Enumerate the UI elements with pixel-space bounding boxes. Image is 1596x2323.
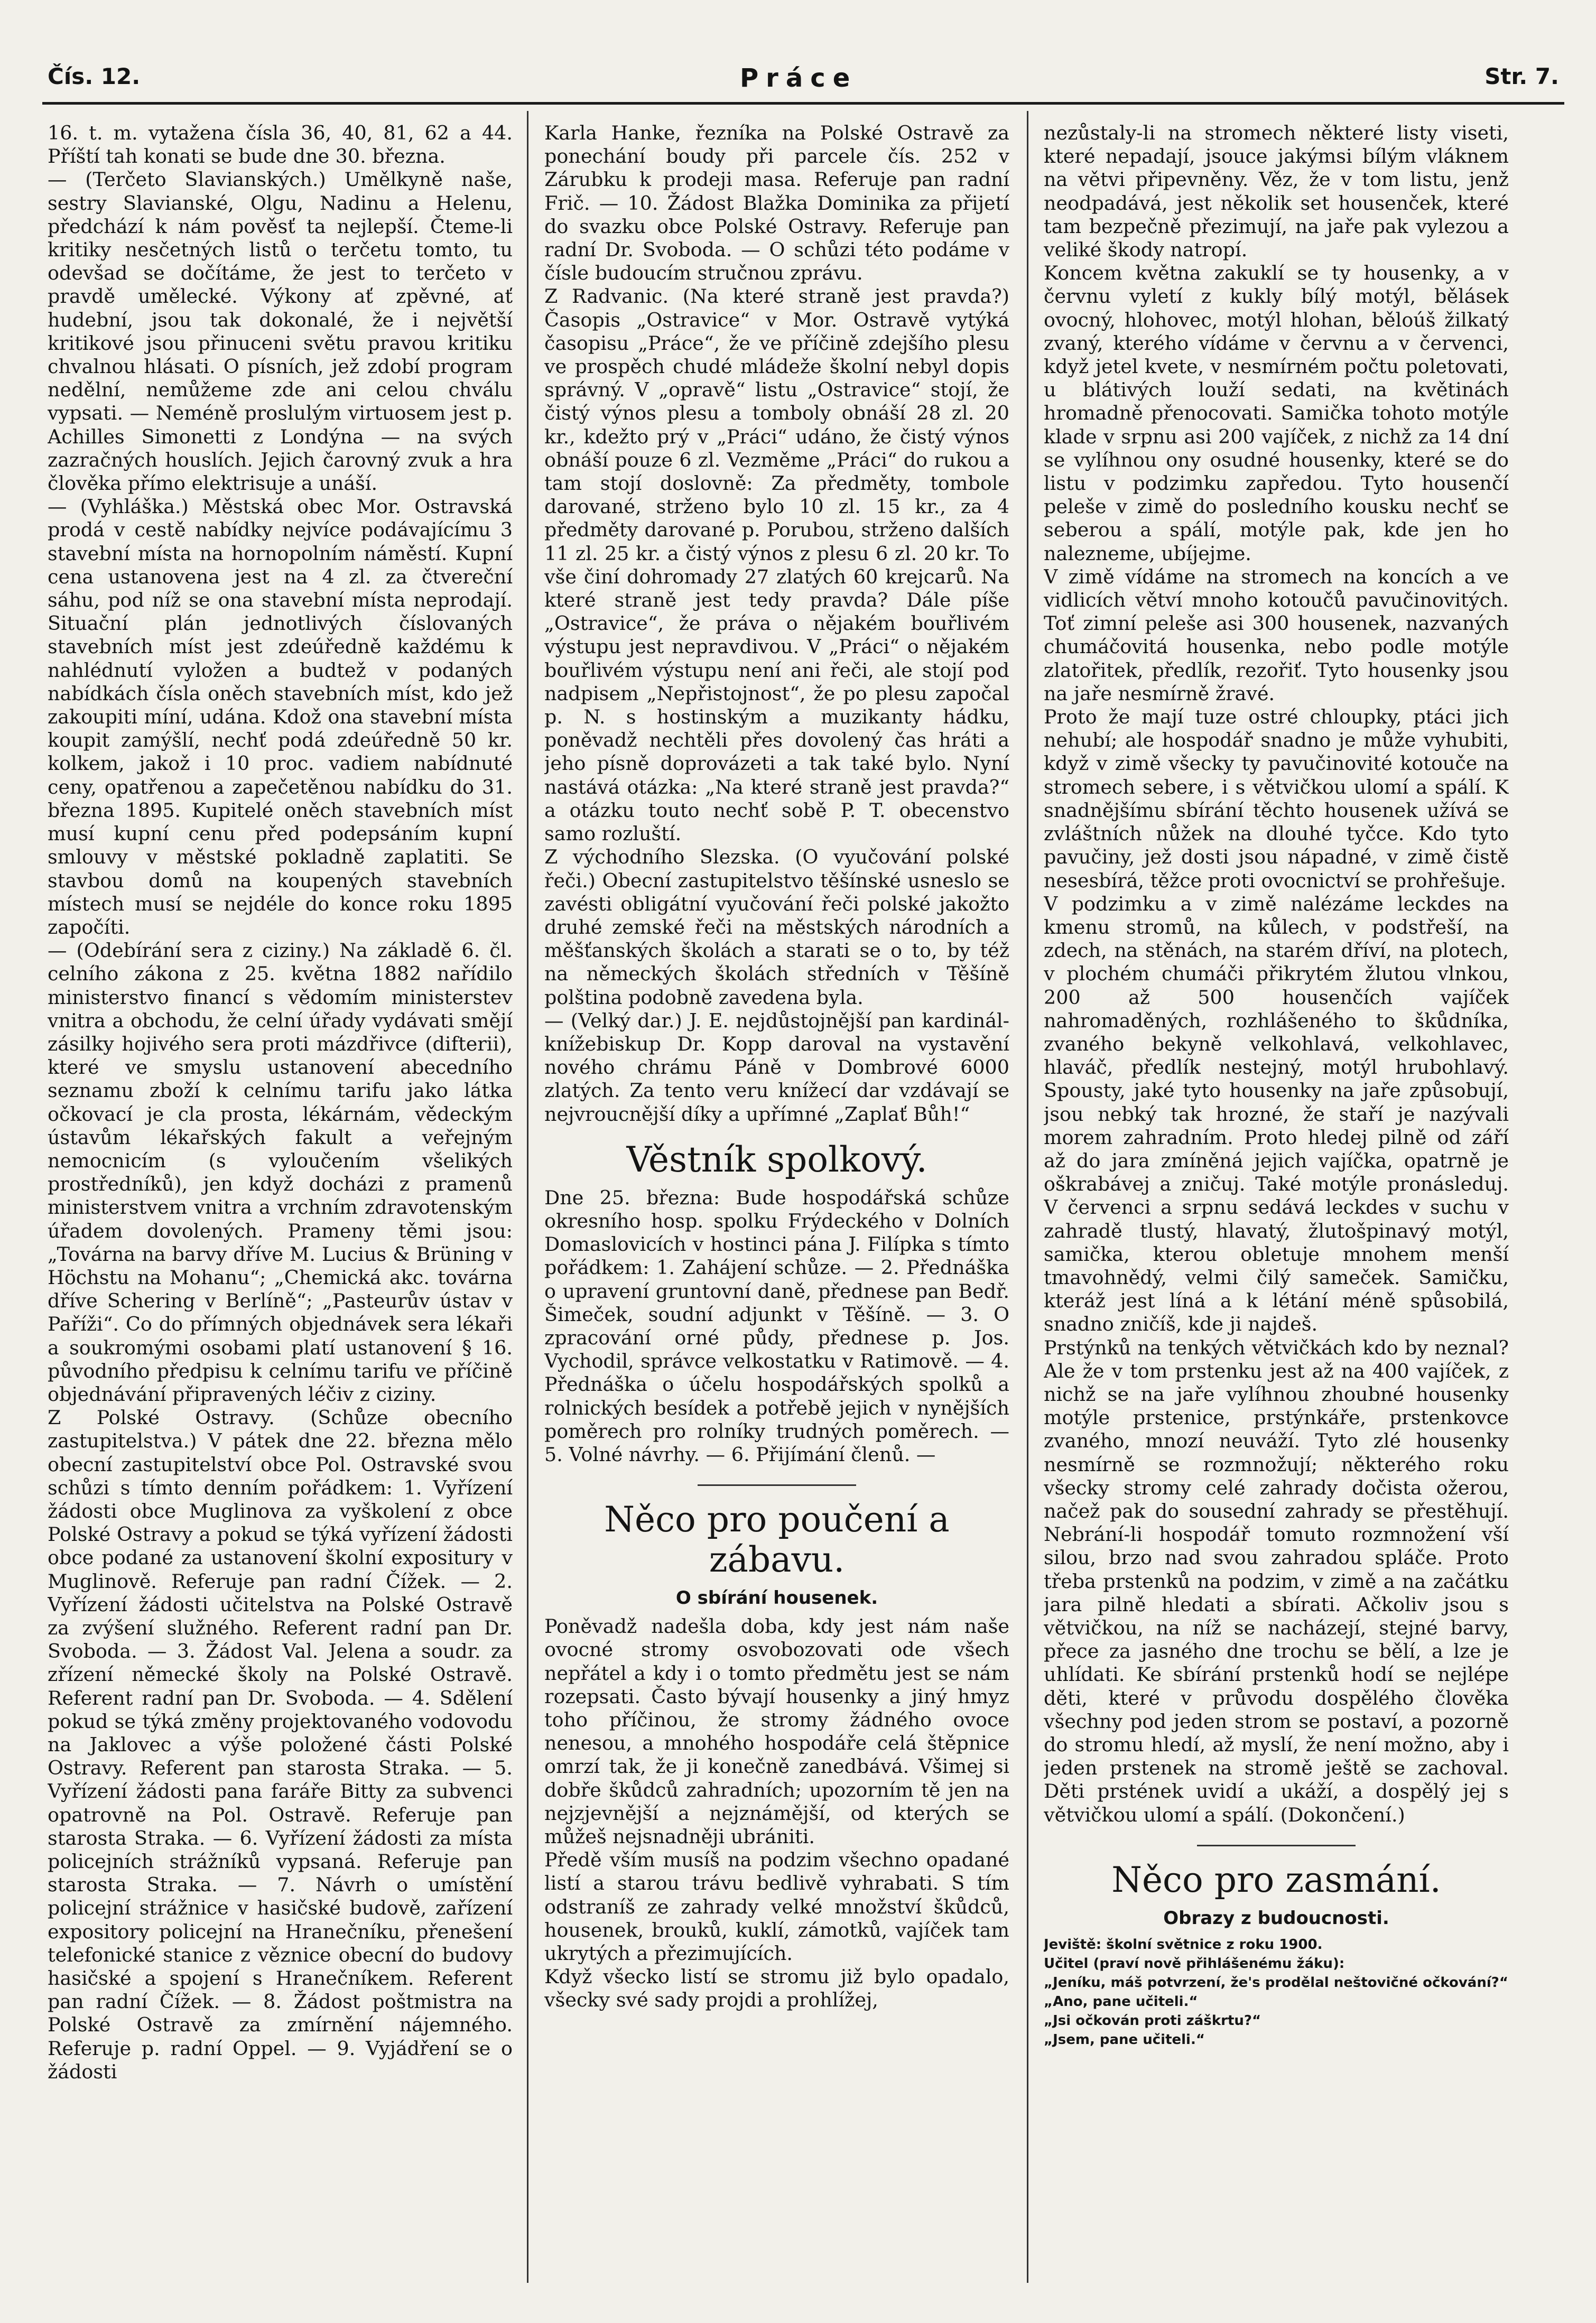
issue-number: Čís. 12.	[48, 63, 141, 89]
scene-line: „Jsem, pane učiteli.“	[1044, 2031, 1205, 2048]
column-3	[1044, 122, 1509, 2278]
article-title-housenky: O sbírání housenek.	[675, 1587, 878, 1609]
section-divider	[1197, 1845, 1356, 1846]
header-rule	[42, 102, 1564, 105]
article-housenky-9: Prstýnků na tenkých větvičkách kdo by neznal? Ale že v tom prstenku jest až na 400 vajíček, z nichž se na jaře vylíhnou zhoubné housenky motýle prstenice, prstýnkáře, prstenkovce zvaného, mnozí neuváží. Tyto zlé housenky nesmírně se rozmnožují; některého roku všecky stromy celé zahrady dočista ožerou, načež pak do sousední zahrady se přestěhují. Nebrání-li hospodář tomuto rozmnožení vší silou, brzo nad svou zahradou spláče. Proto třeba prstenků na podzim, v zimě a na začátku jara pilně hledati a sbírati. Ačkoliv jsou s větvičkou, na níž se nacházejí, stejné barvy, přece za jasného dne trochu se bělí, a lze je uhlídati. Ke sbírání prstenků hodí se nejlépe děti, které v průvodu dospělého člověka všechny pod jeden strom se postaví, a pozorně do stromu hledí, až myslí, že není možno, aby i jeden prstenek na stromě ještě se zachoval. Děti prstének uvidí a ukáží, a dospělý jej s větvičkou ulomí a spálí. (Dokončení.)	[1044, 1336, 1509, 1826]
scene-speaker: Učitel (praví nově přihlášenému žáku):	[1044, 1955, 1345, 1972]
article-housenky-7: Proto že mají tuze ostré chloupky, ptáci jich nehubí; ale hospodář snadno je může vyhubiti, když v zimě všecky ty pavučinovité kotouče na stromech sebere, i s větvičkou ulomí a spálí. K snadnějšímu sbírání těchto housenek užívá se zvláštních nůžek na dlouhé tyčce. Kdo tyto pavučiny, jež dosti jsou nápadné, v zimě čistě nesesbírá, těžce proti ovocnictví se prohřešuje.	[1044, 705, 1509, 892]
section-heading-zasmani: Něco pro zasmání.	[1111, 1859, 1441, 1900]
article-polska-ostrava: Z Polské Ostravy. (Schůze obecního zastupitelstva.) V pátek dne 22. března mělo obecní zastupitelství obce Pol. Ostravské svou schůzi s tímto denním pořádkem: 1. Vyřízení žádosti obce Muglinova za vyškolení z obce Polské Ostravy a pokud se týká vyřízení žádosti obce podané za ustanovení školní expositury v Muglinově. Referuje pan radní Čížek. — 2. Vyřízení žádosti učitelstva na Polské Ostravě za zvýšení služného. Referent radní pan Dr. Svoboda. — 3. Žádost Val. Jelena a soudr. za zřízení německé školy na Polské Ostravě. Referent radní pan Dr. Svoboda. — 4. Sdělení pokud se týká změny projektovaného vodovodu na Jaklovec a výše položené části Polské Ostravy. Referent pan starosta Straka. — 5. Vyřízení žádosti pana faráře Bitty za subvenci opatrovně na Pol. Ostravě. Referuje pan starosta Straka. — 6. Vyřízení žádosti za místa policejních strážníků vypsaná. Referuje pan starosta Straka. — 7. Návrh o umístění policejní strážnice v hasičské budově, zařízení expository policejní na Hranečníku, přenešení telefonické stanice z věznice obecní do budovy hasičské a spojení s Hranečníkem. Referent pan radní Čížek. — 8. Žádost poštmistra na Polské Ostravě za zmírnění nájemného. Referuje p. radní Oppel. — 9. Vyjádření se o žádosti	[48, 1406, 513, 2083]
section-heading-pouceni: Něco pro poučení a zábavu.	[604, 1499, 950, 1581]
newspaper-title: Práce	[740, 63, 858, 93]
section-heading-vestnik: Věstník spolkový.	[626, 1139, 927, 1180]
article-housenky-6: V zimě vídáme na stromech na koncích a ve vidlicích větví mnoho kotoučů pavučinovitých. Toť zimní peleše asi 300 housenek, nazvaných chumáčovitá housenka, nebo podle motýle zlatořitek, předlík, rezořiť. Tyto housenky jsou na jaře nesmírně žravé.	[1044, 565, 1509, 705]
article-housenky-2: Předě vším musíš na podzim všechno opadané listí a starou trávu bedlivě vyhrabati. S tím odstraníš ze zahrady velké množství škůdců, housenek, brouků, kuklí, zámotků, vajíček tam ukrytých a přezimujících.	[544, 1848, 1009, 1965]
article-slezsko: Z východního Slezska. (O vyučování polské řeči.) Obecní zastupitelstvo těšínské usneslo se zavésti obligátní vyučování řeči polské jakožto druhé zemské řeči na městských národních a měšťanských školách a starati se o to, by též na německých školách středních v Těšíně polština podobně zavedena byla.	[544, 845, 1009, 1009]
article-continuation: Karla Hanke, řezníka na Polské Ostravě za ponechání boudy při parcele čís. 252 v Zárubku k prodeji masa. Referuje pan radní Frič. — 10. Žádost Blažka Dominika za přijetí do svazku obce Polské Ostravy. Referuje pan radní Dr. Svoboda. — O schůzi této podáme v čísle budoucím stručnou zprávu.	[544, 122, 1009, 285]
column-1	[48, 122, 513, 2278]
article-schuze: Dne 25. března: Bude hospodářská schůze okresního hosp. spolku Frýdeckého v Dolních Domaslovicích v hostinci pána J. Filípka s tímto pořádkem: 1. Zahájení schůze. — 2. Přednáška o upravení gruntovní daně, přednese pan Bedř. Šimeček, soudní adjunkt v Těšíně. — 3. O zpracování orné půdy, přednese p. Jos. Vychodil, správce velkostatku v Ratimově. — 4. Přednáška o účelu hospodářských spolků a rolnických besídek a potřebě jejich v nynějších poměrech pro rolníky trudných poměrech. — 5. Volné návrhy. — 6. Přijímání členů. —	[544, 1186, 1009, 1466]
column-divider	[527, 111, 528, 2283]
article-sera: — (Odebírání sera z ciziny.) Na základě 6. čl. celního zákona z 25. května 1882 nařídilo ministerstvo financí s vědomím ministerstev vnitra a obchodu, že celní úřady vydávati smějí zásilky hojivého sera proti mázdřivce (difterii), které ve smyslu ustanovení abecedního seznamu zboží k celnímu tarifu jako látka očkovací je cla prosta, lékárnám, vědeckým ústavům lékařských fakult a veřejným nemocnicím (s vyloučením všelikých prostředníků), jen když docházi z pramenů ministerstvem vnitra a vrchním zdravotenským úřadem dovolených. Prameny těmi jsou: „Továrna na barvy dříve M. Lucius & Brüning v Höchstu na Mohanu“; „Chemická akc. továrna dříve Schering v Berlíně“; „Pasteurův ústav v Paříži“. Co do přímných objednávek sera lékaři a soukromými osobami platí ustanovení § 16. původního předpisu k celnímu tarifu ve příčině objednávání připravených léčiv z ciziny.	[48, 939, 513, 1406]
masthead	[48, 63, 1559, 100]
article-terceto: — (Terčeto Slavianských.) Umělkyně naše, sestry Slavianské, Olgu, Nadinu a Helenu, předchází k nám pověsť ta nejlepší. Čteme-li kritiky nesčetných listů o terčetu tomto, tu odevšad se dočítáme, že jest to terčeto v pravdě umělecké. Výkony ať zpěvné, ať hudební, jsou tak dokonalé, že i největší kritikové jsou přinuceni světu pravou kritiku chvalnou hlásati. O písních, jež zdobí program nedělní, nemůžeme zde ani celou chválu vypsati. — Neméně proslulým virtuosem jest p. Achilles Simonetti z Londýna — na svých zazračných houslích. Jejich čarovný zvuk a hra člověka přímo elektrisuje a unáší.	[48, 168, 513, 495]
article-radvanice: Z Radvanic. (Na které straně jest pravda?) Časopis „Ostravice“ v Mor. Ostravě vytýká časopisu „Práce“, že ve příčině zdejšího plesu ve prospěch chudé mládeže školní nebyl dopis správný. V „opravě“ listu „Ostravice“ stojí, že čistý výnos plesu a tomboly obnáší 28 zl. 20 kr., kdežto prý v „Práci“ udáno, že čistý výnos obnáší pouze 6 zl. Vezměme „Práci“ do rukou a tam stojí doslovně: Za předměty, tombole darované, strženo bylo 10 zl. 15 kr., za 4 předměty darované p. Porubou, strženo dalších 11 zl. 25 kr. a čistý výnos z plesu 6 zl. 20 kr. To vše činí dohromady 27 zlatých 60 krejcarů. Na které straně jest tedy pravda? Dále píše „Ostravice“, že práva o nějakém bouřlivém výstupu jest nepravdivou. V „Práci“ o nějakém bouřlivém výstupu není ani řeči, ale stojí pod nadpisem „Nepřistojnost“, že po plesu započal p. N. s hostinským a muzikanty hádku, poněvadž nechtěli přes dovolený čas hráti a jeho písně doprovázeti a tak také bylo. Nyní nastává otázka: „Na které straně jest pravda?“ a otázku touto nechť sobě P. T. obecenstvo samo rozluští.	[544, 285, 1009, 845]
lottery-notice: 16. t. m. vytažena čísla 36, 40, 81, 62 a 44. Příští tah konati se bude dne 30. března.	[48, 122, 513, 168]
scene-line: „Ano, pane učiteli.“	[1044, 1993, 1198, 2010]
scene-line: „Jsi očkován proti záškrtu?“	[1044, 2012, 1261, 2029]
article-housenky-3: Když všecko listí se stromu již bylo opadalo, všecky své sady projdi a prohlížej,	[544, 1965, 1009, 2012]
article-title-obrazy: Obrazy z budoucnosti.	[1163, 1907, 1389, 1929]
article-housenky-1: Poněvadž nadešla doba, kdy jest nám naše ovocné stromy osvobozovati ode všech nepřátel a kdy i o tomto předmětu jest se nám rozepsati. Často bývají housenky a jiný hmyz toho příčinou, že stromy žádného ovoce nenesou, a mnohého hospodáře celá štěpnice omrzí tak, že ji konečně zanedbává. Všimej si dobře škůdců zahradních; upozorním tě jen na nejzjevnější a nejznámější, od kterých se můžeš nejsnadněji ubrániti.	[544, 1615, 1009, 1848]
article-velky-dar: — (Velký dar.) J. E. nejdůstojnější pan kardinál-knížebiskup Dr. Kopp daroval na vystavění nového chrámu Páně v Dombrové 6000 zlatých. Za tento veru knížecí dar vzdávají se nejvroucnější díky a upřímné „Zaplať Bůh!“	[544, 1009, 1009, 1126]
article-vyhlaska: — (Vyhláška.) Městská obec Mor. Ostravská prodá v cestě nabídky nejvíce podávajícímu 3 stavební místa na hornopolním náměstí. Kupní cena ustanovena jest na 4 zl. za čtvereční sáhu, pod níž se ona stavební místa neprodají. Situační plán jednotlivých číslovaných stavebních míst jest zdeúředně každému k nahlédnutí vyložen a budtež v podaných nabídkách čísla oněch stavebních míst, kdo jež zakoupiti míní, udána. Kdož ona stavební místa koupit zamýšlí, nechť podá zdeúředně 50 kr. kolkem, jakož i 10 proc. vadiem nabídnuté ceny, opatřenou a zapečetěnou nabídku do 31. března 1895. Kupitelé oněch stavebních míst musí kupní cenu před podepsáním kupní smlouvy v městské pokladně zaplatiti. Se stavbou domů na koupených stavebních místech musí se nejdéle do konce roku 1895 započíti.	[48, 495, 513, 939]
article-housenky-5: Koncem května zakuklí se ty housenky, a v červnu vyletí z kukly bílý motýl, bělásek ovocný, hlohovec, motýl hlohan, běloúš žilkatý zvaný, kterého vídáme v červnu a v červenci, když jetel kvete, v nesmírném počtu poletovati, u blátivých louží sedati, na květinách hromadně přenocovati. Samička tohoto motýle klade v srpnu asi 200 vajíček, z nichž za 14 dní se vylíhnou ony osudné housenky, které se do listu v podzimku zapředou. Tyto housenčí peleše v zimě do posledního kousku nechť se seberou a spálí, motýle pak, kde jen ho nalezneme, ubíjejme.	[1044, 262, 1509, 565]
article-housenky-8: V podzimku a v zimě nalézáme leckdes na kmenu stromů, na kůlech, v podstřeší, na zdech, na stěnách, na starém dříví, na plotech, v plochém chumáči přikrytém žlutou vlnkou, 200 až 500 housenčích vajíček nahromaděných, rozhlášeného to škůdníka, zvaného bekyně velkohlavá, velkohlavec, hlaváč, předlík nestejný, motýl hrubohlavý. Spousty, jaké tyto housenky na jaře způsobují, jsou nebký tak hrozné, že staří je nazývali morem zahradním. Proto hledej pilně od září až do jara zmíněná jejich vajíčka, opatrně je oškrabávej a zničuj. Také motýle pronásleduj. V červenci a srpnu sedává leckdes v suchu v zahradě tlustý, hlavatý, žlutošpinavý motýl, samička, kterou obletuje mnohem menší tmavohnědý, velmi čilý sameček. Samičku, kteráž jest líná a k létání méně spůsobilá, snadno zničíš, kde ji najdeš.	[1044, 892, 1509, 1336]
column-divider	[1027, 111, 1028, 2283]
scene-line: „Jeníku, máš potvrzení, že's prodělal neštovičné očkování?“	[1044, 1974, 1508, 1991]
column-2	[544, 122, 1009, 2278]
scene-setting: Jeviště: školní světnice z roku 1900.	[1044, 1936, 1323, 1953]
section-divider	[698, 1484, 856, 1486]
page-number: Str. 7.	[1484, 63, 1559, 89]
article-housenky-4: nezůstaly-li na stromech některé listy viseti, které nepadají, jsouce jakýmsi bílým vláknem na větvi připevněny. Věz, že v tom listu, jenž neodpadává, jest několik set housenček, které tam bezpečně přezimují, na jaře pak vylezou a veliké škody natropí.	[1044, 122, 1509, 262]
humor-scene	[1044, 1935, 1509, 2049]
